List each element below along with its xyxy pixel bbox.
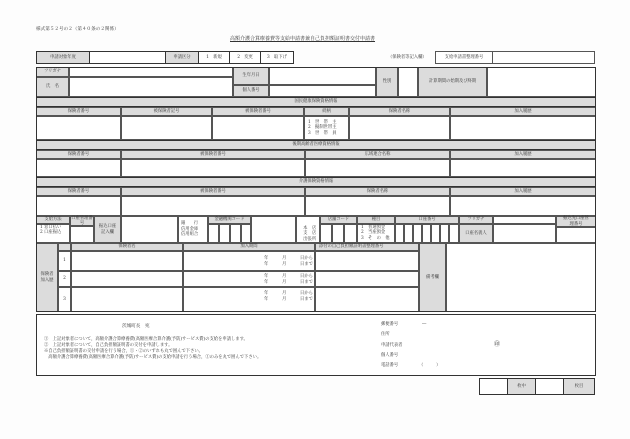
bank-type-shinkin[interactable]: 信用金庫 [181, 226, 199, 232]
fin-code-label: 金融機関コード [208, 216, 251, 224]
declaration-note-1: ※自己負担額証明書の交付申請を行う場合，①・②のいずれも丸で囲んで下さい。 [44, 349, 203, 354]
dest-mgmt-input[interactable] [556, 227, 596, 243]
account-mgmt-label: 口座管理番号 [71, 215, 93, 226]
payment-method-label: 支給方法 [36, 216, 70, 224]
history-row-period[interactable]: 年 月 日から 年 月 日まで [183, 271, 315, 287]
branch-type-branch[interactable]: 支 店 [303, 231, 316, 237]
nhi-header-insurer-number: 保険者番号 [36, 107, 121, 116]
nhi-header-symbol: 被保険者記号 [121, 107, 212, 116]
elderly-header-union-name: 広域連合名称 [305, 150, 450, 159]
postal-input[interactable]: ― [422, 322, 427, 327]
declaration-line-1[interactable]: ① 上記対象者について，高額介護合算療養費(高額医療合算介護(予防)サービス費)の支給を申請します。 [44, 337, 248, 342]
account-digit-3[interactable] [413, 224, 422, 243]
nhi-insured-number-input[interactable] [212, 116, 304, 140]
account-mgmt-input[interactable] [70, 226, 94, 243]
nhi-relationship-options[interactable] [304, 116, 349, 140]
care-header-history: 加入履歴 [450, 187, 596, 196]
elderly-history-input[interactable] [450, 159, 596, 177]
branch-code-digit-3[interactable] [344, 224, 357, 243]
nhi-insurer-number-input[interactable] [36, 116, 121, 140]
declaration-note-2: 高額介護合算療養費(高額医療合算介護(予防)サービス費)の支給申請を行う場合，①のみを丸で囲んで下さい。 [44, 355, 262, 360]
nhi-history-input[interactable] [450, 116, 596, 140]
branch-code-digit-2[interactable] [332, 224, 344, 243]
care-insured-number-input[interactable] [121, 196, 305, 216]
branch-code-digit-1[interactable] [320, 224, 332, 243]
target-year-label: 申請対象年度 [36, 51, 90, 64]
nhi-insurer-name-input[interactable] [349, 116, 450, 140]
form-title: 高額介護合算療養費等支給申請書兼自己負担額証明書交付申請書 [230, 36, 376, 42]
account-type-label: 種目 [357, 216, 395, 224]
category-option-new[interactable]: 1 新規 [198, 51, 230, 64]
furigana-label: フリガナ [36, 67, 69, 77]
account-digit-6[interactable] [440, 224, 449, 243]
nhi-header-insurer-name: 保険者名称 [349, 107, 450, 116]
elderly-header-insurer-number: 保険者番号 [36, 150, 121, 159]
care-insurer-number-input[interactable] [36, 196, 121, 216]
history-row-certificate-input[interactable] [315, 287, 419, 312]
declaration-line-2[interactable]: ② 上記対象者について，自己負担額証明書の交付を申請します。 [44, 343, 173, 348]
care-header-insurer-number: 保険者番号 [36, 187, 121, 196]
care-history-input[interactable] [450, 196, 596, 216]
care-header-insured-number: 被保険者番号 [121, 187, 305, 196]
gender-input[interactable] [398, 67, 418, 97]
payment-option-window[interactable]: 1 窓口払い [40, 225, 62, 230]
nhi-header-history: 加入履歴 [450, 107, 596, 116]
holder-input[interactable] [493, 224, 556, 243]
bank-type-kumiai[interactable]: 信用組合 [181, 232, 199, 238]
phone-input[interactable]: （ ） [419, 363, 441, 368]
form-id: 様式第５２号の２（第４０条の２関係） [36, 27, 119, 32]
insurer-entry-label: （保険者等記入欄） [388, 55, 427, 60]
payment-method-options[interactable] [36, 224, 70, 243]
furigana-input[interactable] [69, 67, 233, 77]
account-digit-7[interactable] [449, 224, 459, 243]
holder-furigana-label: フリガナ [459, 216, 493, 224]
remarks-input[interactable] [446, 243, 596, 312]
relationship-option-member[interactable]: 3 世 帯 員 [308, 130, 337, 136]
account-type-other[interactable]: 3 そ の 他 [361, 235, 390, 241]
history-row-certificate-input[interactable] [315, 271, 419, 287]
relationship-option-nominal-head[interactable]: 2 擬制世帯主 [308, 125, 337, 131]
transfer-label: 振込口座記入欄 [94, 216, 121, 243]
category-label: 申請区分 [165, 51, 199, 64]
personal-number-label: 個人番号 [233, 85, 269, 97]
elderly-insured-number-input[interactable] [121, 159, 305, 177]
nhi-header-relationship: 続柄 [304, 107, 349, 116]
target-year-input[interactable] [89, 51, 166, 64]
history-row-period[interactable]: 年 月 日から 年 月 日まで [183, 287, 315, 312]
fin-code-digit-4[interactable] [241, 224, 251, 243]
current-page-input[interactable] [535, 378, 564, 395]
fin-code-digit-3[interactable] [230, 224, 241, 243]
account-digit-4[interactable] [422, 224, 431, 243]
total-pages-label: 枚中 [507, 378, 536, 395]
account-type-current[interactable]: 2 当座預金 [361, 230, 386, 236]
history-row-number: 1 [58, 251, 71, 271]
nhi-symbol-input[interactable] [121, 116, 212, 140]
bank-type-bank[interactable]: 銀 行 [181, 221, 199, 227]
branch-type-options[interactable] [296, 216, 320, 243]
nhi-header-insured-number: 被保険者番号 [212, 107, 304, 116]
holder-furigana-input[interactable] [493, 216, 556, 224]
fin-code-digit-2[interactable] [219, 224, 230, 243]
period-label: 計算期間の始期及び終期 [418, 67, 487, 97]
fin-code-digit-1[interactable] [208, 224, 219, 243]
bank-type-options[interactable] [178, 216, 208, 243]
care-section-title: 介護保険資格情報 [36, 177, 596, 187]
dest-mgmt-label: 振込先口座管理番号 [556, 216, 596, 227]
total-pages-input[interactable] [479, 378, 508, 395]
payment-option-transfer[interactable]: 2 口座振込 [40, 230, 62, 236]
category-option-withdraw[interactable]: 3 取下げ [260, 51, 294, 64]
address-label: 住所 [381, 332, 390, 337]
history-row-certificate-input[interactable] [315, 251, 419, 271]
elderly-section-title: 後期高齢者医療資格情報 [36, 140, 596, 150]
name-input[interactable] [69, 77, 233, 97]
history-row-number: 2 [58, 271, 71, 287]
name-label: 氏 名 [36, 77, 69, 97]
history-side-label: 保険者加入歴 [36, 243, 58, 312]
history-header-certificate: 添付の自己負担額証明書整理番号 [315, 243, 419, 251]
birthdate-input[interactable] [269, 67, 376, 85]
personal-number-input[interactable] [269, 85, 376, 97]
care-insurer-name-input[interactable] [305, 196, 450, 216]
account-number-label: 口座番号 [395, 216, 459, 224]
application-number-input[interactable] [492, 51, 595, 64]
history-row-number: 3 [58, 287, 71, 312]
birthdate-label: 生年月日 [233, 67, 269, 85]
elderly-union-name-input[interactable] [305, 159, 450, 177]
elderly-header-insured-number: 被保険者番号 [121, 150, 305, 159]
history-row-period[interactable]: 年 月 日から 年 月 日まで [183, 251, 315, 271]
postal-label: 郵便番号 [381, 322, 399, 327]
history-row-insurer-input[interactable] [71, 287, 183, 312]
care-header-insurer-name: 保険者名称 [305, 187, 450, 196]
gender-label: 性別 [376, 67, 398, 97]
history-row-insurer-input[interactable] [71, 271, 183, 287]
representative-personal-number-label: 個人番号 [381, 353, 399, 358]
history-row-insurer-input[interactable] [71, 251, 183, 271]
remarks-label: 備考欄 [419, 243, 446, 312]
bank-name-input[interactable] [121, 216, 178, 243]
phone-label: 電話番号 [381, 363, 399, 368]
account-digit-5[interactable] [431, 224, 440, 243]
branch-type-main[interactable]: 本 店 [303, 225, 316, 231]
branch-type-office[interactable]: 出張所 [303, 236, 316, 242]
account-type-options[interactable] [357, 224, 395, 243]
account-digit-2[interactable] [404, 224, 413, 243]
current-page-label: 枚目 [563, 378, 595, 395]
history-header-period: 加入期間 [183, 243, 315, 251]
branch-name-input[interactable] [251, 216, 296, 243]
addressee: 茨城町長 宛 [122, 324, 150, 329]
elderly-header-history: 加入履歴 [450, 150, 596, 159]
representative-label: 申請代表者 [381, 343, 403, 348]
category-option-change[interactable]: 2 変更 [229, 51, 261, 64]
elderly-insurer-number-input[interactable] [36, 159, 121, 177]
period-input[interactable] [487, 67, 596, 97]
holder-label: 口座名義人 [459, 224, 493, 243]
seal-icon: ㊞ [494, 341, 501, 348]
relationship-option-head[interactable]: 1 世 帯 主 [308, 119, 337, 125]
account-digit-1[interactable] [395, 224, 404, 243]
history-corner [58, 243, 71, 251]
account-type-ordinary[interactable]: 1 普通預金 [361, 225, 386, 230]
branch-code-label: 店舗コード [320, 216, 357, 224]
nhi-section-title: 国民健康保険資格情報 [36, 97, 596, 107]
history-header-insurer-name: 保険者名 [71, 243, 183, 251]
application-number-label: 支給申請書整理番号 [435, 51, 493, 64]
